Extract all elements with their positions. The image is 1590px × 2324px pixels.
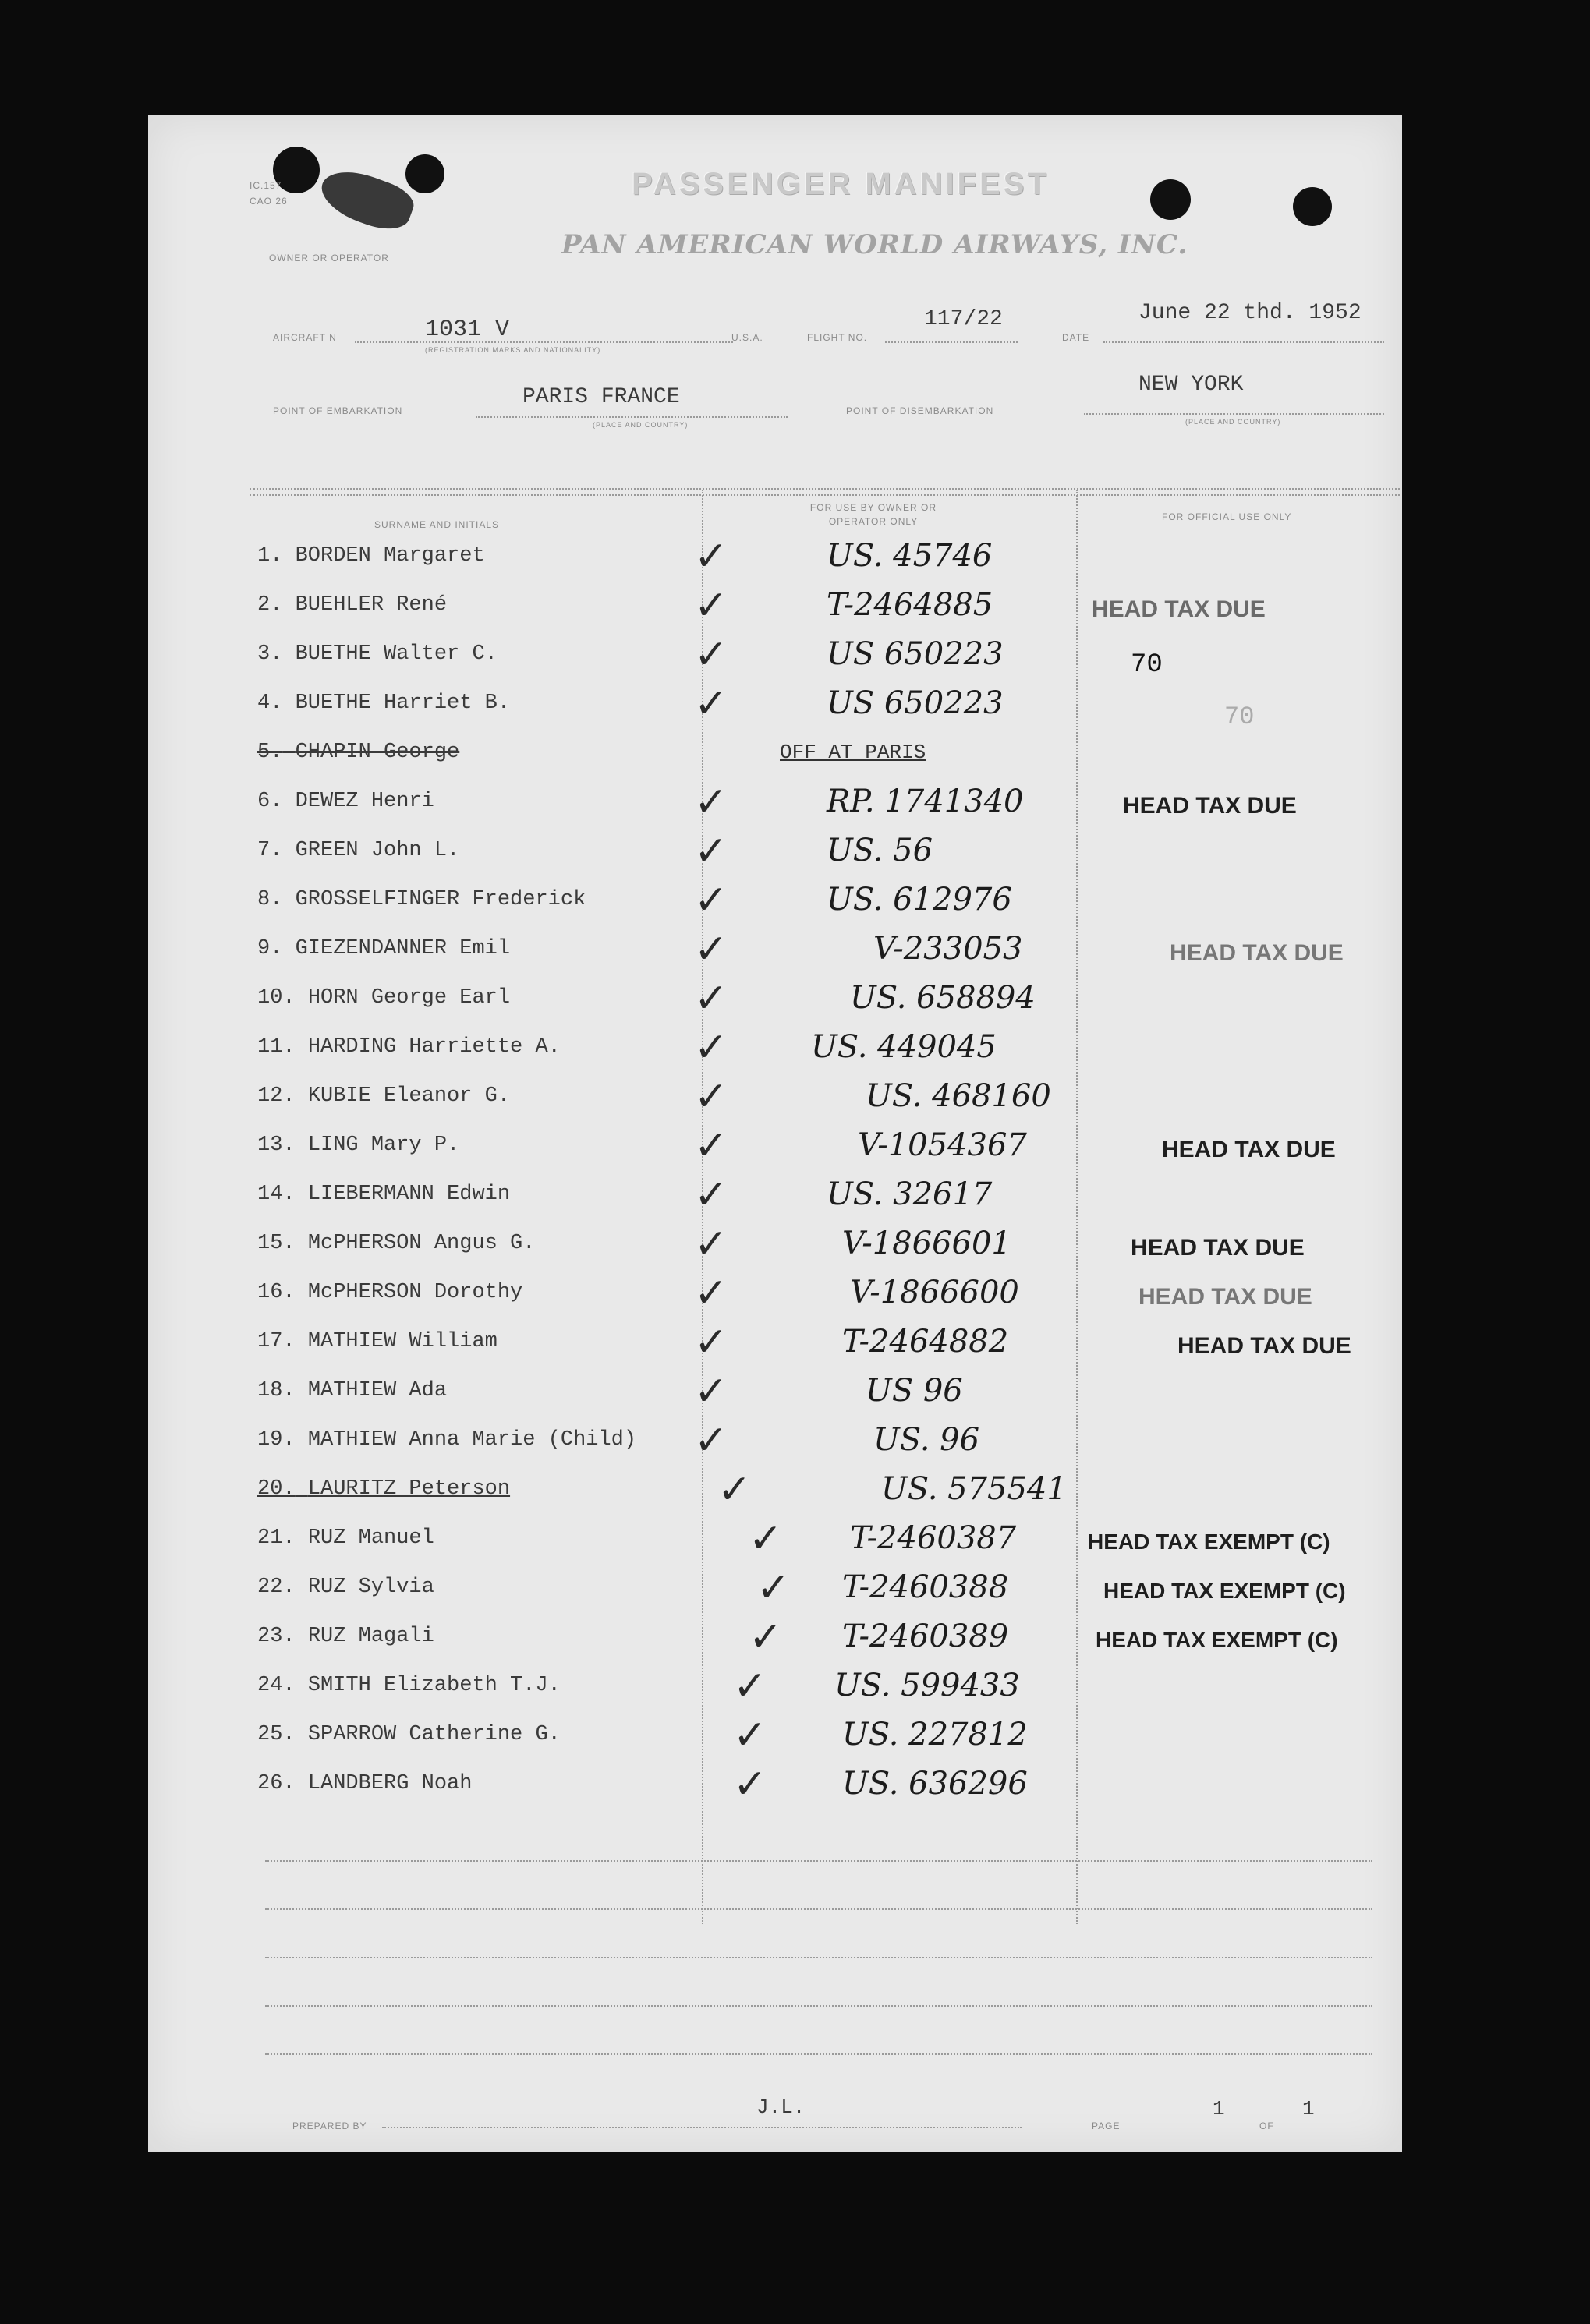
aircraft-caption: (REGISTRATION MARKS AND NATIONALITY) <box>425 346 601 354</box>
list-item <box>148 1565 1402 1616</box>
passenger-name: 11. HARDING Harriette A. <box>257 1035 561 1059</box>
checkmark-icon: ✓ <box>717 1466 752 1513</box>
passport-number: T-2460387 <box>850 1520 1017 1556</box>
checkmark-icon: ✓ <box>694 877 728 924</box>
official-note: HEAD TAX EXEMPT (C) <box>1103 1579 1346 1603</box>
usa-label: U.S.A. <box>731 332 763 343</box>
embark-underline <box>476 416 788 418</box>
list-item <box>148 1417 1402 1469</box>
checkmark-icon: ✓ <box>694 1172 728 1219</box>
disembark-underline <box>1084 413 1384 415</box>
checkmark-icon: ✓ <box>749 1614 783 1661</box>
checkmark-icon: ✓ <box>694 1024 728 1071</box>
checkmark-icon: ✓ <box>694 1368 728 1415</box>
passport-number: US. 658894 <box>850 980 1036 1016</box>
ink-smudge <box>314 161 418 237</box>
passenger-name: 1. BORDEN Margaret <box>257 544 485 568</box>
blank-line <box>265 1957 1372 1958</box>
punch-hole-mid <box>405 154 444 193</box>
official-note: HEAD TAX EXEMPT (C) <box>1088 1530 1330 1554</box>
form-code: IC.157 CAO 26 <box>250 180 288 207</box>
passenger-list <box>148 533 1402 1908</box>
list-item <box>148 1074 1402 1125</box>
checkmark-icon: ✓ <box>694 1123 728 1169</box>
of-label: OF <box>1259 2121 1274 2131</box>
list-item <box>148 1663 1402 1714</box>
embark-value: PARIS FRANCE <box>522 385 680 409</box>
passport-number: T-2460388 <box>842 1569 1009 1605</box>
passenger-name: 13. LING Mary P. <box>257 1134 460 1157</box>
passenger-name: 18. MATHIEW Ada <box>257 1379 448 1403</box>
table-top-rule-2 <box>250 494 1400 496</box>
checkmark-icon: ✓ <box>694 1417 728 1464</box>
passport-number: T-2460389 <box>842 1618 1009 1654</box>
passport-number: T-2464885 <box>827 587 993 623</box>
passport-number: RP. 1741340 <box>827 784 1024 819</box>
passport-number: V-1054367 <box>858 1127 1027 1163</box>
passport-number: US 650223 <box>827 636 1004 672</box>
of-value: 1 <box>1302 2097 1315 2121</box>
checkmark-icon: ✓ <box>749 1516 783 1562</box>
embark-caption: (PLACE AND COUNTRY) <box>593 421 689 429</box>
passport-number: US. 56 <box>827 833 933 868</box>
checkmark-icon: ✓ <box>694 1270 728 1317</box>
list-item <box>148 828 1402 879</box>
passenger-name: 8. GROSSELFINGER Frederick <box>257 888 586 911</box>
disembark-label: POINT OF DISEMBARKATION <box>846 405 994 416</box>
official-note: 70 <box>1131 650 1163 680</box>
passenger-name: 12. KUBIE Eleanor G. <box>257 1084 511 1108</box>
list-item <box>148 1024 1402 1076</box>
disembark-value: NEW YORK <box>1138 373 1244 397</box>
checkmark-icon: ✓ <box>694 582 728 629</box>
passport-number: V-233053 <box>873 931 1023 967</box>
embark-label: POINT OF EMBARKATION <box>273 405 403 416</box>
passport-number: US. 468160 <box>866 1078 1051 1114</box>
airline-name: PAN AMERICAN WORLD AIRWAYS, INC. <box>561 229 1188 260</box>
passport-number: V-1866600 <box>850 1275 1019 1311</box>
passport-number: US. 449045 <box>811 1029 997 1065</box>
list-item <box>148 926 1402 978</box>
list-item <box>148 1319 1402 1371</box>
list-item <box>148 1368 1402 1420</box>
passenger-name: 3. BUETHE Walter C. <box>257 642 498 666</box>
passenger-name: 22. RUZ Sylvia <box>257 1576 434 1599</box>
passport-number: US 650223 <box>827 685 1004 721</box>
passport-number: US. 636296 <box>842 1766 1028 1802</box>
punch-hole-right-1 <box>1150 179 1191 220</box>
flight-value: 117/22 <box>924 307 1003 331</box>
punch-hole-right-2 <box>1293 187 1332 226</box>
passenger-name: 14. LIEBERMANN Edwin <box>257 1183 511 1206</box>
list-item <box>148 1466 1402 1518</box>
passenger-name: 16. McPHERSON Dorothy <box>257 1281 523 1304</box>
checkmark-icon: ✓ <box>756 1565 791 1611</box>
list-item <box>148 877 1402 929</box>
checkmark-icon: ✓ <box>694 1221 728 1268</box>
checkmark-icon: ✓ <box>694 631 728 678</box>
list-item <box>148 779 1402 830</box>
blank-line <box>265 1860 1372 1862</box>
official-note: HEAD TAX DUE <box>1162 1137 1336 1162</box>
official-note: HEAD TAX DUE <box>1092 596 1266 622</box>
list-item <box>148 631 1402 683</box>
passport-number: US. 227812 <box>842 1717 1028 1753</box>
checkmark-icon: ✓ <box>733 1712 767 1759</box>
flight-underline <box>885 341 1018 343</box>
flight-label: FLIGHT NO. <box>807 332 868 343</box>
manifest-sheet <box>148 115 1402 2152</box>
list-item <box>148 1516 1402 1567</box>
checkmark-icon: ✓ <box>694 1074 728 1120</box>
owner-operator-label: OWNER OR OPERATOR <box>269 253 389 264</box>
passenger-name: 26. LANDBERG Noah <box>257 1772 473 1795</box>
passenger-name: 6. DEWEZ Henri <box>257 790 434 813</box>
passport-number: US. 612976 <box>827 882 1012 918</box>
official-note: HEAD TAX DUE <box>1138 1284 1312 1310</box>
checkmark-icon: ✓ <box>694 681 728 727</box>
list-item <box>148 681 1402 732</box>
checkmark-icon: ✓ <box>694 828 728 875</box>
prepared-by-label: PREPARED BY <box>292 2121 367 2131</box>
official-note: HEAD TAX DUE <box>1177 1333 1351 1359</box>
list-item <box>148 1761 1402 1813</box>
list-item <box>148 1172 1402 1223</box>
passenger-name: 24. SMITH Elizabeth T.J. <box>257 1674 561 1697</box>
passport-number: US. 96 <box>873 1422 980 1458</box>
list-item <box>148 1123 1402 1174</box>
checkmark-icon: ✓ <box>733 1663 767 1710</box>
passport-number: US. 32617 <box>827 1176 993 1212</box>
col-header-owner: FOR USE BY OWNER OR OPERATOR ONLY <box>809 502 937 527</box>
passenger-name: 9. GIEZENDANNER Emil <box>257 937 511 960</box>
manifest-title: PASSENGER MANIFEST <box>632 167 1050 201</box>
list-item <box>148 975 1402 1027</box>
passenger-name: 10. HORN George Earl <box>257 986 511 1010</box>
col-header-surname: SURNAME AND INITIALS <box>374 519 500 530</box>
date-underline <box>1103 341 1384 343</box>
prepared-by-underline <box>382 2127 1022 2128</box>
table-top-rule <box>250 488 1400 490</box>
aircraft-underline <box>355 341 733 343</box>
list-item <box>148 733 1402 781</box>
official-note: HEAD TAX DUE <box>1131 1235 1305 1261</box>
checkmark-icon: ✓ <box>694 975 728 1022</box>
list-item <box>148 1270 1402 1321</box>
page-value: 1 <box>1213 2097 1225 2121</box>
passenger-name: 4. BUETHE Harriet B. <box>257 692 511 715</box>
list-item <box>148 1712 1402 1763</box>
passenger-name: 19. MATHIEW Anna Marie (Child) <box>257 1428 637 1452</box>
list-item <box>148 582 1402 634</box>
aircraft-value: 1031 V <box>425 317 510 343</box>
passenger-name: 25. SPARROW Catherine G. <box>257 1723 561 1746</box>
passport-number: OFF AT PARIS <box>780 741 926 764</box>
blank-line <box>265 2005 1372 2007</box>
checkmark-icon: ✓ <box>694 779 728 826</box>
checkmark-icon: ✓ <box>733 1761 767 1808</box>
list-item <box>148 1614 1402 1665</box>
passport-number: US. 575541 <box>881 1471 1067 1507</box>
prepared-by-value: J.L. <box>756 2096 806 2119</box>
date-value: June 22 thd. 1952 <box>1138 301 1362 325</box>
passport-number: V-1866601 <box>842 1226 1011 1261</box>
passenger-name: 2. BUEHLER René <box>257 593 448 617</box>
passenger-name: 21. RUZ Manuel <box>257 1526 434 1550</box>
passenger-name: 5. CHAPIN George <box>257 741 460 764</box>
checkmark-icon: ✓ <box>694 926 728 973</box>
disembark-caption: (PLACE AND COUNTRY) <box>1185 418 1281 426</box>
checkmark-icon: ✓ <box>694 1319 728 1366</box>
passport-number: US. 599433 <box>834 1668 1020 1703</box>
official-note: HEAD TAX DUE <box>1170 940 1344 966</box>
blank-line <box>265 1908 1372 1910</box>
blank-line <box>265 2053 1372 2055</box>
checkmark-icon: ✓ <box>694 533 728 580</box>
date-label: DATE <box>1062 332 1090 343</box>
list-item <box>148 533 1402 585</box>
page-label: PAGE <box>1092 2121 1121 2131</box>
passport-number: US. 45746 <box>827 538 993 574</box>
passenger-name: 17. MATHIEW William <box>257 1330 498 1353</box>
official-note: HEAD TAX EXEMPT (C) <box>1096 1628 1338 1652</box>
official-note: 70 <box>1224 702 1255 731</box>
passenger-name: 15. McPHERSON Angus G. <box>257 1232 536 1255</box>
col-header-official: FOR OFFICIAL USE ONLY <box>1162 511 1292 522</box>
passenger-name: 23. RUZ Magali <box>257 1625 434 1648</box>
list-item <box>148 1221 1402 1272</box>
passenger-name: 20. LAURITZ Peterson <box>257 1477 511 1501</box>
aircraft-label: AIRCRAFT N <box>273 332 337 343</box>
official-note: HEAD TAX DUE <box>1123 793 1297 819</box>
passport-number: US 96 <box>866 1373 963 1409</box>
passport-number: T-2464882 <box>842 1324 1009 1360</box>
passenger-name: 7. GREEN John L. <box>257 839 460 862</box>
